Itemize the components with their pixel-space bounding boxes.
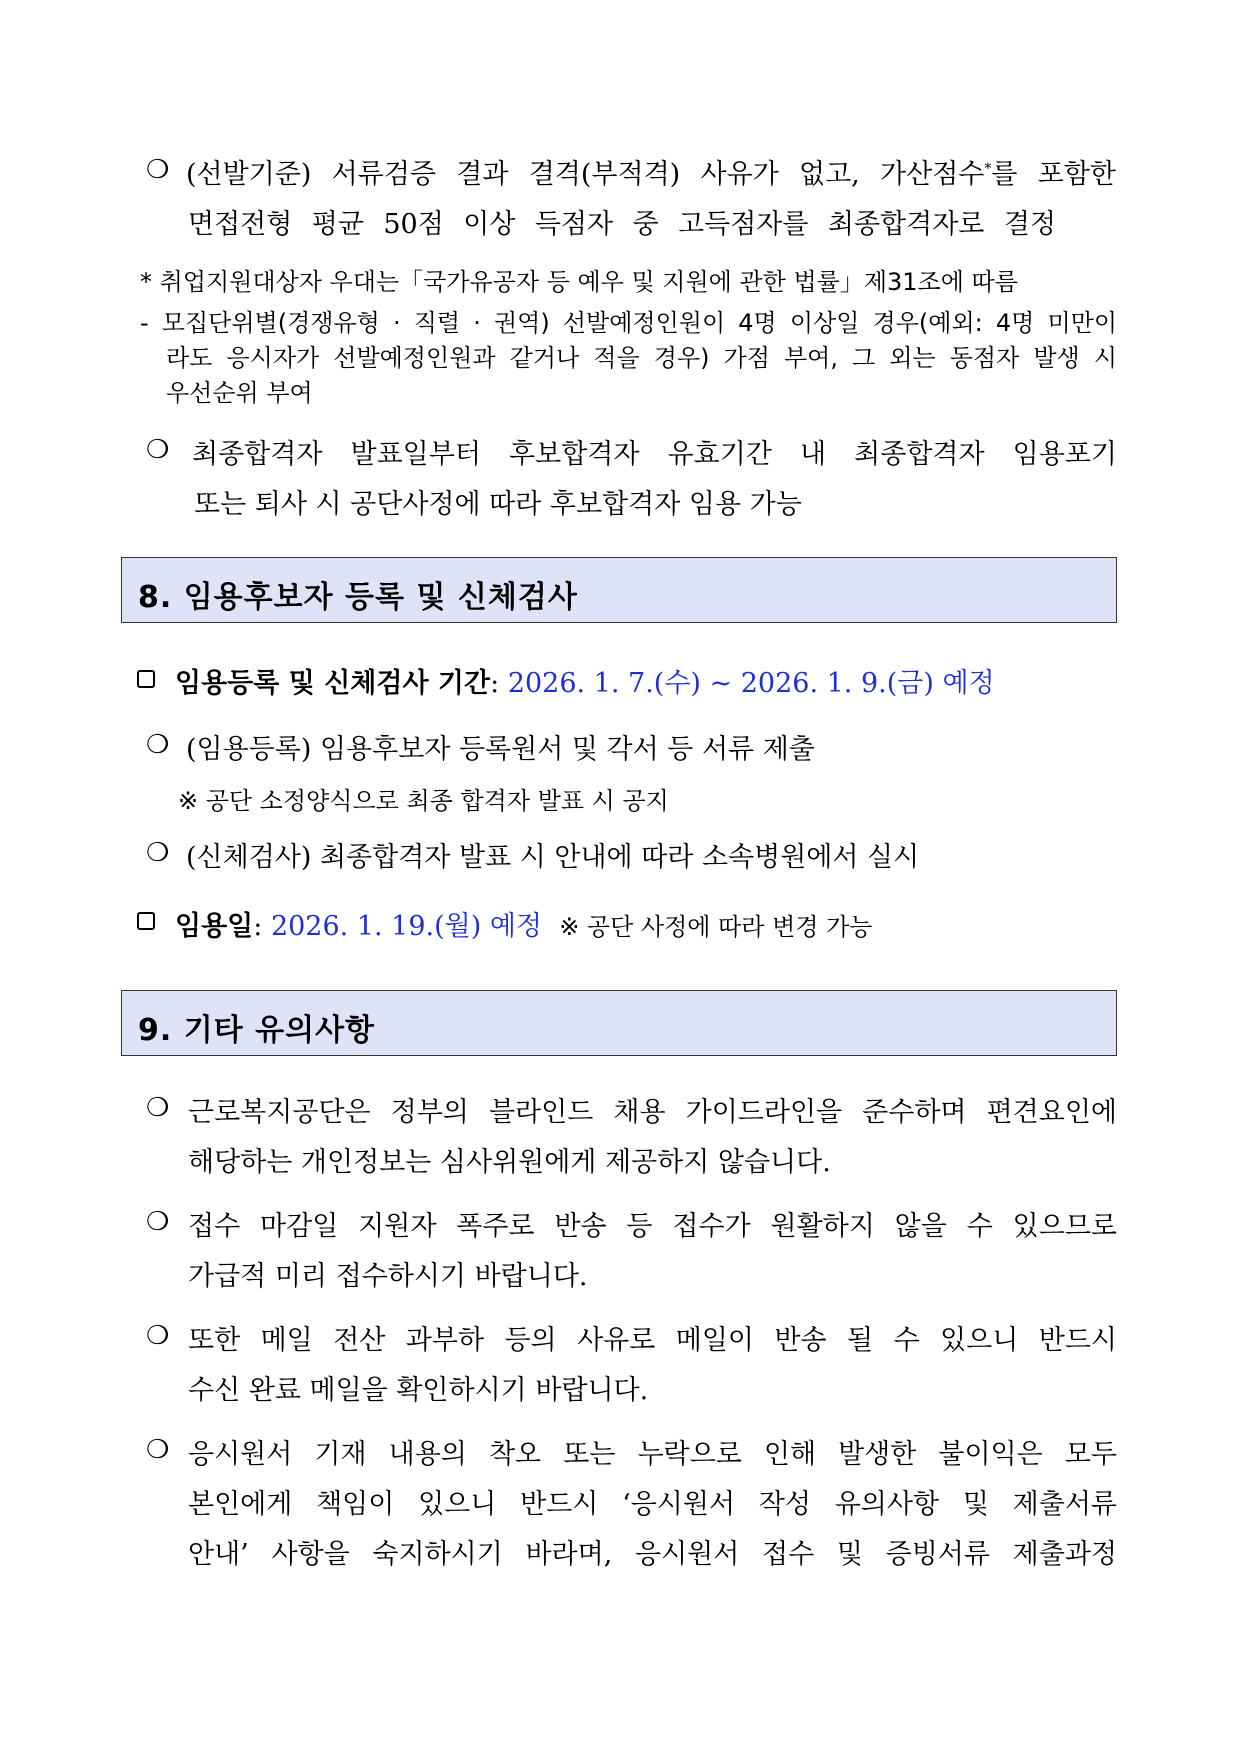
application-error-line3: 안내’ 사항을 숙지하시기 바라며, 응시원서 접수 및 증빙서류 제출과정 bbox=[188, 1539, 1117, 1570]
circle-bullet-icon: ❍ bbox=[146, 155, 170, 185]
colon: : bbox=[253, 911, 263, 942]
circle-bullet-icon: ❍ bbox=[146, 1093, 170, 1123]
early-submission-line2: 가급적 미리 접수하시기 바랍니다. bbox=[188, 1261, 588, 1292]
selection-criteria-text: (선발기준) 서류검증 결과 결격(부적격) 사유가 없고, 가산점수 bbox=[186, 159, 985, 190]
circle-bullet-icon: ❍ bbox=[146, 435, 170, 465]
blind-hiring-line2: 해당하는 개인정보는 심사위원에게 제공하지 않습니다. bbox=[188, 1147, 831, 1178]
footnote-veterans: * 취업지원대상자 우대는「국가유공자 등 예우 및 지원에 관한 법률」제31조에 따름 bbox=[140, 268, 1018, 296]
appointment-note: ※ 공단 사정에 따라 변경 가능 bbox=[559, 913, 873, 941]
circle-bullet-icon: ❍ bbox=[146, 1207, 170, 1237]
selection-criteria-end: 를 포함한 bbox=[991, 159, 1116, 190]
appointment-date-value: 2026. 1. 19.(월) 예정 bbox=[270, 911, 543, 942]
circle-bullet-icon: ❍ bbox=[146, 1435, 170, 1465]
selection-criteria-line2: 면접전형 평균 50점 이상 득점자 중 고득점자를 최종합격자로 결정 bbox=[188, 209, 1056, 240]
email-check-line2: 수신 완료 메일을 확인하시기 바랍니다. bbox=[188, 1375, 649, 1406]
note-bonus-line3: 우선순위 부여 bbox=[166, 379, 313, 407]
registration-period-label: 임용등록 및 신체검사 기간 bbox=[175, 668, 491, 699]
circle-bullet-icon: ❍ bbox=[146, 838, 170, 868]
email-check-line1: 또한 메일 전산 과부하 등의 사유로 메일이 반송 될 수 있으니 반드시 bbox=[188, 1325, 1117, 1356]
footnote-mark: * bbox=[984, 161, 992, 177]
section-8-title: 8. 임용후보자 등록 및 신체검사 bbox=[138, 580, 578, 615]
note-bonus-line1: - 모집단위별(경쟁유형 · 직렬 · 권역) 선발예정인원이 4명 이상일 경우(예외: 4명 미만이 bbox=[140, 309, 1117, 337]
square-bullet-icon bbox=[137, 912, 155, 930]
appointment-date-label: 임용일 bbox=[175, 911, 254, 942]
section-8-header bbox=[121, 557, 1117, 623]
registration-item: (임용등록) 임용후보자 등록원서 및 각서 등 서류 제출 bbox=[186, 734, 815, 765]
colon: : bbox=[490, 668, 500, 699]
registration-period bbox=[175, 661, 995, 700]
application-error-line1: 응시원서 기재 내용의 착오 또는 누락으로 인해 발생한 불이익은 모두 bbox=[188, 1439, 1117, 1470]
early-submission-line1: 접수 마감일 지원자 폭주로 반송 등 접수가 원활하지 않을 수 있으므로 bbox=[188, 1211, 1117, 1242]
selection-criteria-line1 bbox=[186, 152, 1116, 191]
reserve-appointment-line2: 또는 퇴사 시 공단사정에 따라 후보합격자 임용 가능 bbox=[194, 489, 802, 520]
square-bullet-icon bbox=[137, 670, 155, 688]
registration-note: ※ 공단 소정양식으로 최종 합격자 발표 시 공지 bbox=[178, 787, 669, 815]
circle-bullet-icon: ❍ bbox=[146, 730, 170, 760]
medical-exam-item: (신체검사) 최종합격자 발표 시 안내에 따라 소속병원에서 실시 bbox=[186, 842, 920, 873]
reserve-appointment-line1: 최종합격자 발표일부터 후보합격자 유효기간 내 최종합격자 임용포기 bbox=[192, 439, 1117, 470]
section-9-title: 9. 기타 유의사항 bbox=[138, 1013, 376, 1048]
appointment-date bbox=[175, 904, 872, 943]
registration-period-value: 2026. 1. 7.(수) ~ 2026. 1. 9.(금) 예정 bbox=[507, 668, 995, 699]
blind-hiring-line1: 근로복지공단은 정부의 블라인드 채용 가이드라인을 준수하며 편견요인에 bbox=[188, 1097, 1117, 1128]
application-error-line2: 본인에게 책임이 있으니 반드시 ‘응시원서 작성 유의사항 및 제출서류 bbox=[188, 1489, 1117, 1520]
section-9-header bbox=[121, 990, 1117, 1056]
note-bonus-line2: 라도 응시자가 선발예정인원과 같거나 적을 경우) 가점 부여, 그 외는 동점자 발생 시 bbox=[166, 344, 1117, 372]
circle-bullet-icon: ❍ bbox=[146, 1321, 170, 1351]
